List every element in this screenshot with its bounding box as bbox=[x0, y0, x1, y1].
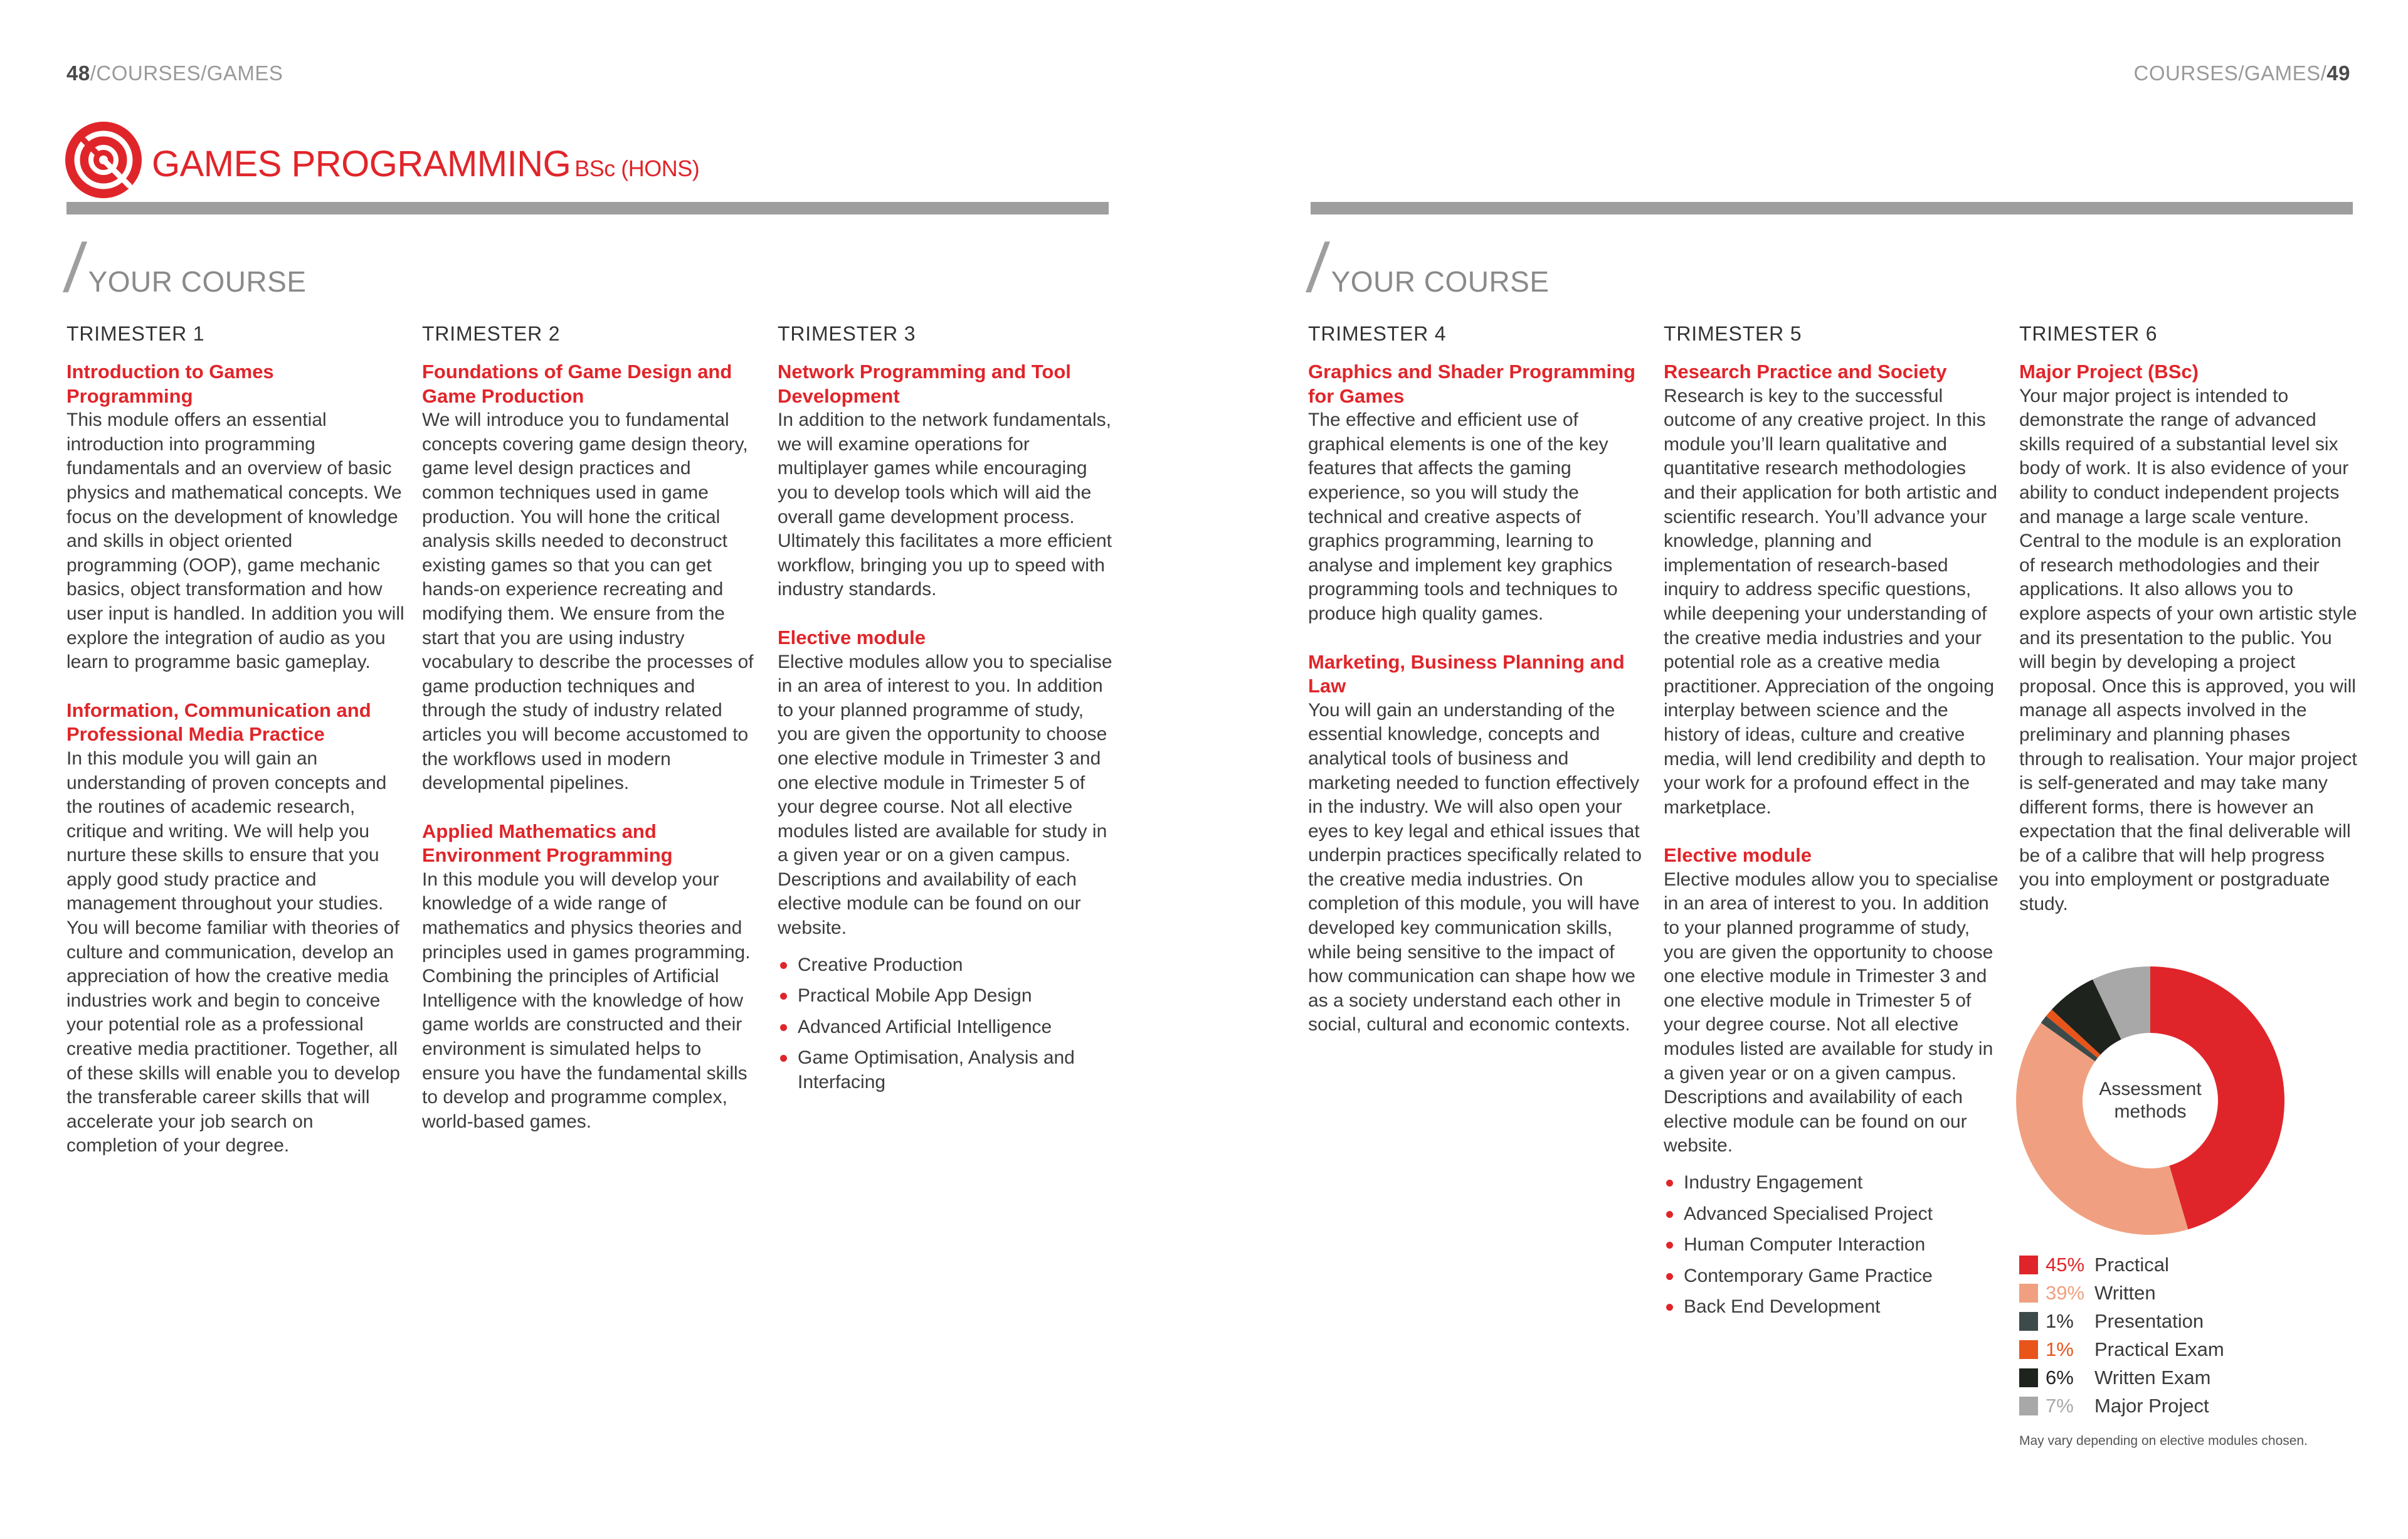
legend-item bbox=[2019, 1251, 2224, 1279]
legend-item bbox=[2019, 1392, 2224, 1420]
trimester-6-column bbox=[2019, 321, 2358, 941]
trimester-label: TRIMESTER 2 bbox=[422, 322, 561, 345]
legend-swatch bbox=[2019, 1312, 2038, 1331]
module-description: Research is key to the successful outcome of any creative project. In this module you’ll learn qualitative and quantitative research methodologies and their application for both artistic and scientific research. You’ll advance your knowledge, planning and implementation of research-based inquiry to address specific questions, while deepening your understanding of the creative media industries and your potential role as a creative media practitioner. Appreciation of the ongoing interplay between science and the history of ideas, culture and creative media, will lend credibility and depth to your work for a profound effect in the marketplace. bbox=[1664, 385, 1997, 818]
section-heading-text-left: YOUR COURSE bbox=[88, 265, 307, 298]
elective-label: Advanced Specialised Project bbox=[1684, 1203, 1933, 1224]
trimester-1-column bbox=[66, 321, 405, 1182]
elective-item bbox=[1664, 1264, 2002, 1289]
module-title: Elective module bbox=[778, 626, 926, 648]
module-description: This module offers an essential introduction into programming fundamentals and an overview of basic physics and mathematical concepts. We focus on the development of knowledge and skills in object oriented programming (OOP), game mechanic basics, object transformation and how user input is handled. In addition you will explore the integration of audio as you learn to programme basic gameplay. bbox=[66, 410, 404, 673]
elective-item bbox=[1664, 1233, 2002, 1257]
elective-item bbox=[778, 984, 1116, 1008]
legend-percent: 6% bbox=[2046, 1366, 2074, 1388]
course-name: GAMES PROGRAMMING bbox=[152, 144, 571, 184]
page-number-right: 49 bbox=[2326, 61, 2350, 85]
legend-swatch bbox=[2019, 1397, 2038, 1415]
module-description: Elective modules allow you to specialise in an area of interest to you. In addition to your planned programme of study, you are given the opportunity to choose one elective module in Trimester 3 and one elective module in Trimester 5 of your degree course. Not all elective modules listed are available for study in a given year or on a given campus. Descriptions and availability of each elective module can be found on our website. bbox=[1664, 869, 1999, 1156]
bullet-icon bbox=[780, 993, 787, 1000]
elective-label: Practical Mobile App Design bbox=[798, 985, 1032, 1007]
assessment-donut-chart bbox=[2014, 965, 2286, 1237]
legend-item bbox=[2019, 1307, 2224, 1335]
chart-title-line-1: Assessment bbox=[2099, 1079, 2202, 1099]
elective-label: Creative Production bbox=[798, 954, 963, 975]
legend-percent: 1% bbox=[2046, 1338, 2074, 1360]
bullet-icon bbox=[780, 1024, 787, 1031]
legend-swatch bbox=[2019, 1368, 2038, 1387]
divider-rule-right bbox=[1311, 202, 2353, 214]
trimester-4-column bbox=[1308, 321, 1647, 1061]
trimester-2-column bbox=[422, 321, 761, 1158]
chart-legend bbox=[2019, 1251, 2224, 1420]
module-description: In this module you will gain an understanding of proven concepts and the routines of academic research, critique and writing. We will help you nurture these skills to ensure that you apply good study practice and management throughout your studies. You will become familiar with theories of culture and communication, develop an appreciation of how the creative media industries work and begin to conceive your potential role as a professional creative media practitioner. Together, all of these skills will enable you to develop the transferable career skills that will accelerate your job search on completion of your degree. bbox=[66, 748, 400, 1156]
elective-label: Industry Engagement bbox=[1684, 1172, 1863, 1193]
module-title: Information, Communication and Professional Media Practice bbox=[66, 699, 371, 746]
module-description: In addition to the network fundamentals, we will examine operations for multiplayer games while encouraging you to develop tools which will aid the overall game development process. Ultimately this facilitates a more efficient workflow, bringing you up to speed with industry standards. bbox=[778, 410, 1112, 600]
module-title: Major Project (BSc) bbox=[2019, 361, 2199, 383]
course-degree: BSc (HONS) bbox=[574, 156, 700, 181]
bullet-icon bbox=[780, 1055, 787, 1062]
divider-rule-left bbox=[66, 202, 1109, 214]
elective-item bbox=[1664, 1295, 2002, 1320]
legend-item bbox=[2019, 1363, 2224, 1392]
trimester-label: TRIMESTER 3 bbox=[778, 322, 916, 345]
module-title: Network Programming and Tool Development bbox=[778, 361, 1071, 407]
trimester-5-column bbox=[1664, 321, 2002, 1326]
module-description: Your major project is intended to demonstrate the range of advanced skills required of a substantial level six body of work. It is also evidence of your ability to conduct independent projects and manage a large scale venture. Central to the module is an exploration of research methodologies and their applications. It also allows you to explore aspects of your own artistic style and its presentation to the public. You will begin by developing a project proposal. Once this is approved, you will manage all aspects involved in the preliminary and planning phases through to realisation. Your major project is self-generated and may take many different forms, there is however an expectation that the final deliverable will be of a calibre that will help progress you into employment or postgraduate study. bbox=[2019, 385, 2357, 915]
legend-label: Practical Exam bbox=[2094, 1338, 2224, 1360]
module-title: Foundations of Game Design and Game Production bbox=[422, 361, 732, 407]
elective-list bbox=[778, 953, 1116, 1095]
legend-label: Practical bbox=[2094, 1253, 2169, 1276]
section-heading-right: /YOUR COURSE bbox=[1304, 230, 1550, 307]
module-description: The effective and efficient use of graphical elements is one of the key features that affects the gaming experience, so you will study the technical and creative aspects of graphics programming, learning to analyse and implement key graphics programming tools and techniques to produce high quality games. bbox=[1308, 410, 1618, 624]
elective-label: Back End Development bbox=[1684, 1296, 1881, 1318]
module-title: Research Practice and Society bbox=[1664, 361, 1947, 383]
legend-item bbox=[2019, 1335, 2224, 1363]
legend-swatch bbox=[2019, 1256, 2038, 1274]
folio-right bbox=[2134, 61, 2350, 85]
module-description: You will gain an understanding of the essential knowledge, concepts and analytical tools of business and marketing needed to function effectively in the industry. We will also open your eyes to key legal and ethical issues that underpin practices specifically related to the creative media industries. On completion of this module, you will have developed key communication skills, while being sensitive to the impact of how communication can shape how we as a society understand each other in social, cultural and economic contexts. bbox=[1308, 699, 1642, 1035]
section-heading-text-right: YOUR COURSE bbox=[1331, 265, 1550, 298]
folio-path-left: /COURSES/GAMES bbox=[90, 61, 283, 85]
module-title: Graphics and Shader Programming for Games bbox=[1308, 361, 1635, 407]
legend-label: Written Exam bbox=[2094, 1366, 2211, 1388]
trimester-label: TRIMESTER 1 bbox=[66, 322, 205, 345]
elective-item bbox=[1664, 1202, 2002, 1227]
legend-swatch bbox=[2019, 1340, 2038, 1359]
legend-percent: 39% bbox=[2046, 1281, 2085, 1304]
donut-slice-written bbox=[2016, 1023, 2188, 1235]
elective-label: Contemporary Game Practice bbox=[1684, 1265, 1933, 1286]
elective-item bbox=[778, 953, 1116, 978]
trimester-3-column bbox=[778, 321, 1116, 1102]
section-heading-left: /YOUR COURSE bbox=[61, 230, 307, 307]
chart-title-line-2: methods bbox=[2114, 1101, 2187, 1122]
module-title: Applied Mathematics and Environment Programming bbox=[422, 820, 673, 867]
module-title: Introduction to Games Programming bbox=[66, 361, 274, 407]
elective-item bbox=[778, 1015, 1116, 1040]
elective-label: Human Computer Interaction bbox=[1684, 1234, 1926, 1256]
trimester-label: TRIMESTER 6 bbox=[2019, 322, 2158, 345]
module-description: We will introduce you to fundamental concepts covering game design theory, game level design practices and common techniques used in game production. You will hone the critical analysis skills needed to deconstruct existing games so that you can get hands-on experience recreating and modifying them. We ensure from the start that you are using industry vocabulary to describe the processes of game production techniques and through the study of industry related articles you will become accustomed to the workflows used in modern developmental pipelines. bbox=[422, 410, 754, 794]
trimester-label: TRIMESTER 4 bbox=[1308, 322, 1447, 345]
module-description: In this module you will develop your knowledge of a wide range of mathematics and physics theories and principles used in games programming. Combining the principles of Artificial Intelligence with the knowledge of how game worlds are constructed and their environment is simulated helps to ensure you have the fundamental skills to develop and programme complex, world-based games. bbox=[422, 869, 751, 1132]
module-title: Elective module bbox=[1664, 844, 1812, 867]
bullet-icon bbox=[1666, 1180, 1673, 1187]
bullet-icon bbox=[1666, 1211, 1673, 1218]
elective-list bbox=[1664, 1171, 2002, 1320]
legend-percent: 1% bbox=[2046, 1309, 2074, 1332]
module-description: Elective modules allow you to specialise in an area of interest to you. In addition to your planned programme of study, you are given the opportunity to choose one elective module in Trimester 3 and one elective module in Trimester 5 of your degree course. Not all elective modules listed are available for study in a given year or on a given campus. Descriptions and availability of each elective module can be found on our website. bbox=[778, 651, 1112, 939]
legend-swatch bbox=[2019, 1284, 2038, 1303]
legend-label: Major Project bbox=[2094, 1394, 2209, 1417]
elective-item bbox=[1664, 1171, 2002, 1195]
legend-percent: 7% bbox=[2046, 1394, 2074, 1417]
legend-label: Presentation bbox=[2094, 1309, 2204, 1332]
chart-footnote: May vary depending on elective modules chosen. bbox=[2019, 1434, 2308, 1448]
games-target-icon bbox=[65, 122, 142, 198]
bullet-icon bbox=[1666, 1242, 1673, 1249]
folio-path-right: COURSES/GAMES/ bbox=[2133, 61, 2327, 85]
legend-percent: 45% bbox=[2046, 1253, 2085, 1276]
legend-item bbox=[2019, 1279, 2224, 1307]
module-title: Marketing, Business Planning and Law bbox=[1308, 650, 1625, 697]
bullet-icon bbox=[780, 962, 787, 969]
elective-item bbox=[778, 1046, 1116, 1094]
bullet-icon bbox=[1666, 1273, 1673, 1280]
bullet-icon bbox=[1666, 1304, 1673, 1311]
legend-label: Written bbox=[2094, 1281, 2156, 1304]
trimester-label: TRIMESTER 5 bbox=[1664, 322, 1802, 345]
page-number-left: 48 bbox=[66, 61, 90, 85]
elective-label: Advanced Artificial Intelligence bbox=[798, 1016, 1052, 1037]
elective-label: Game Optimisation, Analysis and Interfacing bbox=[798, 1047, 1075, 1093]
folio-left bbox=[66, 61, 283, 85]
course-title bbox=[152, 143, 699, 185]
